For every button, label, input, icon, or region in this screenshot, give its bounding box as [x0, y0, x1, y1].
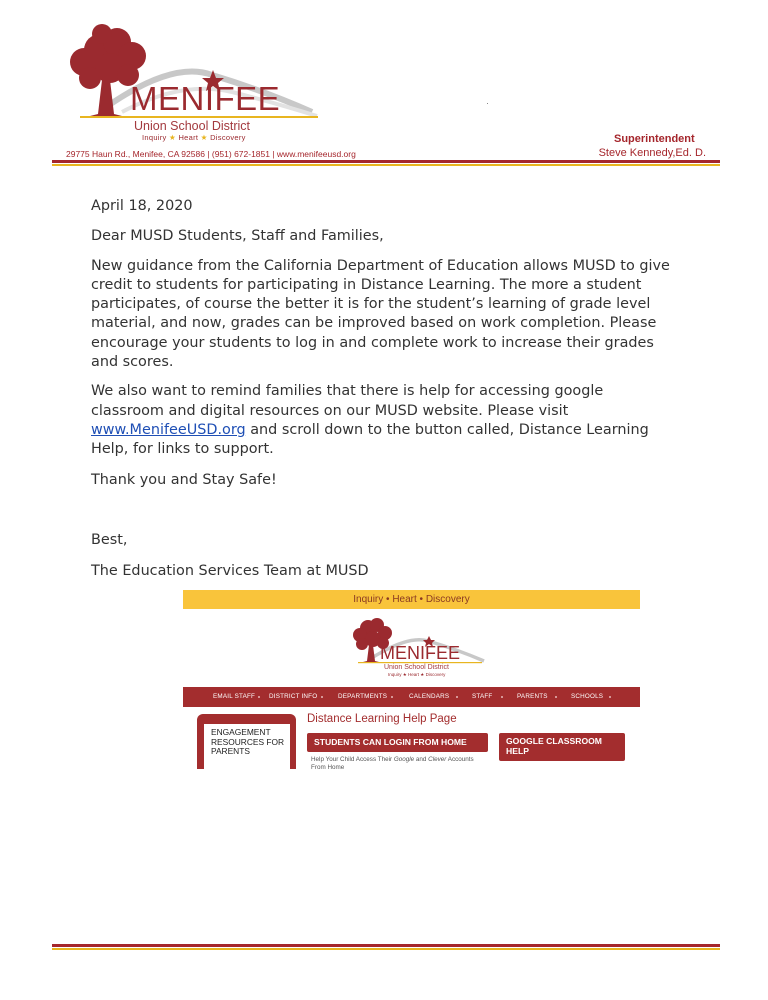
- letter-thanks: Thank you and Stay Safe!: [91, 471, 277, 488]
- logo-tagline: [142, 133, 246, 142]
- tagline-word: Heart: [178, 133, 199, 142]
- nav-separator: [609, 696, 611, 698]
- website-logo: [348, 615, 488, 679]
- district-address: 29775 Haun Rd., Menifee, CA 92586 | (951) 672-1851 | www.menifeeusd.org: [66, 149, 356, 159]
- letter-body: [91, 197, 676, 581]
- distance-learning-heading: Distance Learning Help Page: [307, 713, 457, 725]
- nav-parents[interactable]: PARENTS: [517, 693, 548, 700]
- tagline-word: Discovery: [210, 133, 246, 142]
- footer-divider-red: [52, 944, 720, 947]
- letter-signoff: Best,: [91, 531, 128, 548]
- letter-paragraph-2: [91, 382, 676, 459]
- logo-district-subtitle: Union School District: [134, 119, 251, 133]
- logo-district-name: MENIFEE: [130, 80, 281, 117]
- nav-calendars[interactable]: CALENDARS: [409, 693, 450, 700]
- paragraph-2-text: We also want to remind families that there is help for accessing google classroom and digital resources on our MUSD website. Please visit: [91, 383, 604, 419]
- paragraph-2-text-end: and scroll down to the button called, Distance Learning Help, for links to support.: [91, 421, 649, 458]
- header-divider-gold: [52, 164, 720, 166]
- district-logo: [62, 20, 324, 152]
- engagement-resources-label: ENGAGEMENT RESOURCES FOR PARENTS: [204, 724, 290, 769]
- header-divider-red: [52, 160, 720, 163]
- nav-email-staff[interactable]: EMAIL STAFF: [213, 693, 256, 700]
- help-text-prefix: Help Your Child Access Their: [311, 756, 394, 763]
- help-access-text: [311, 756, 481, 769]
- star-icon: ★: [169, 133, 177, 142]
- star-icon: ★: [200, 133, 208, 142]
- website-top-banner: Inquiry • Heart • Discovery: [183, 590, 640, 609]
- superintendent-title: Superintendent: [614, 133, 695, 145]
- nav-staff[interactable]: STAFF: [472, 693, 493, 700]
- nav-separator: [555, 696, 557, 698]
- nav-separator: [501, 696, 503, 698]
- nav-separator: [391, 696, 393, 698]
- letter-date: April 18, 2020: [91, 198, 193, 214]
- website-link[interactable]: www.MenifeeUSD.org: [91, 421, 246, 438]
- help-text-google: Google: [393, 756, 415, 763]
- letter-paragraph-1: New guidance from the California Department of Education allows MUSD to give credit to students for participating in Distance Learning. The more a student participates, of course the better it is for the student’s learning of grade level material, and now, grades can be improved based on work completion. Please encourage your students to log in and complete work to increase their grades and scores.: [91, 257, 670, 371]
- help-text-and: and: [414, 756, 429, 763]
- nav-district-info[interactable]: DISTRICT INFO: [269, 693, 318, 700]
- website-logo-subtitle: Union School District: [384, 664, 449, 671]
- letter-greeting: Dear MUSD Students, Staff and Families,: [91, 228, 384, 245]
- tagline-word: Inquiry: [142, 133, 167, 142]
- website-screenshot: [183, 590, 640, 769]
- superintendent-name: Steve Kennedy,Ed. D.: [598, 147, 706, 159]
- nav-departments[interactable]: DEPARTMENTS: [338, 693, 388, 700]
- website-logo-tagline: Inquiry ★ Heart ★ Discovery: [388, 672, 446, 677]
- website-nav-bar: [183, 687, 640, 707]
- letter-signature: The Education Services Team at MUSD: [91, 563, 369, 580]
- help-text-clever: Clever: [428, 756, 447, 763]
- nav-separator: [258, 696, 260, 698]
- footer-divider-gold: [52, 948, 720, 950]
- google-classroom-help-button[interactable]: GOOGLE CLASSROOM HELP: [499, 733, 625, 761]
- nav-separator: [456, 696, 458, 698]
- website-logo-name: MENIFEE: [380, 643, 461, 663]
- engagement-resources-panel[interactable]: [197, 714, 296, 769]
- students-login-button[interactable]: STUDENTS CAN LOGIN FROM HOME: [307, 733, 488, 752]
- nav-schools[interactable]: SCHOOLS: [571, 693, 604, 700]
- help-text-suffix: Accounts From Home: [311, 756, 474, 769]
- stray-dot: [487, 103, 488, 104]
- nav-separator: [321, 696, 323, 698]
